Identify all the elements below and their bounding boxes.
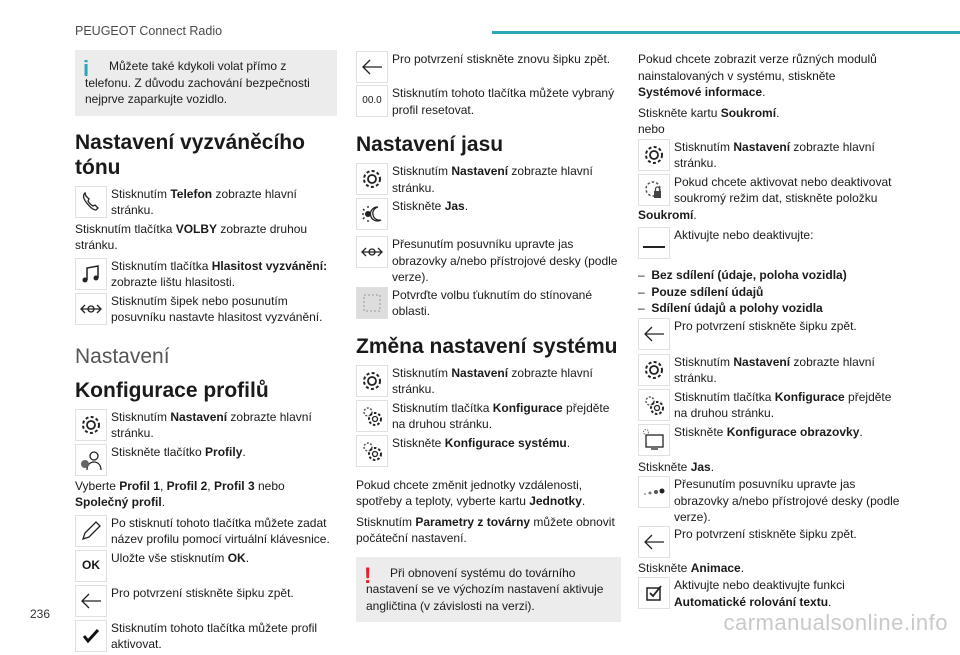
gears-icon: [356, 400, 388, 432]
back-arrow-icon: [356, 51, 388, 83]
back-arrow-icon: [638, 318, 670, 350]
warning-note: ! Při obnovení systému do továrního nastavení se ve výchozím nastavení aktivuje angličtina (v závislosti na verzi).: [356, 557, 621, 623]
brightness-icon: [356, 198, 388, 230]
profile-icon: [75, 444, 107, 476]
info-note: i Můžete také kdykoli volat přímo z telefonu. Z důvodu zachování bezpečnosti nejprve zaparkujte vozidlo.: [75, 50, 337, 116]
heading-settings: Nastavení: [75, 344, 170, 368]
pencil-icon: [75, 515, 107, 547]
reset-icon: 00.0: [356, 85, 388, 117]
header-title: PEUGEOT Connect Radio: [75, 24, 223, 38]
column-1: i Můžete také kdykoli volat přímo z telefonu. Z důvodu zachování bezpečnosti nejprve zaparkujte vozidlo. Nastavení vyzváněcího tónu Stisknutím Telefon zobrazte hlavní stránku. Stisknutím tlačítka VOLBY zobrazte druhou stránku. Stisknutím tlačítka Hlasitost vyzvánění: zobrazte lištu hlasitosti. Stisknutím šipek nebo posunutím posuvníku nastavte hlasitost vyzvánění. Nastavení Konfigurace profilů Stisknutím Nastavení zobrazte hlavní stránku. Stiskněte tlačítko Profily. Vyberte Profil 1, Profil 2, Profil 3 nebo Společný profil. Po stisknutí tohoto tlačítka můžete zadat název profilu pomocí virtuální klávesnice. OK Uložte vše stisknutím OK. Pro potvrzení stiskněte šipku zpět. Stisknutím tohoto tlačítka můžete profil aktivovat.: [75, 50, 337, 655]
shaded-area-icon: [356, 287, 388, 319]
step-row: Stisknutím Telefon zobrazte hlavní stránku.: [75, 186, 337, 219]
back-arrow-icon: [638, 526, 670, 558]
gears-icon: [638, 389, 670, 421]
screen-config-icon: [638, 424, 670, 456]
gear-icon: [356, 365, 388, 397]
heading-profiles: Konfigurace profilů: [75, 378, 269, 402]
privacy-icon: [638, 174, 670, 206]
checkmark-icon: [75, 620, 107, 652]
phone-icon: [75, 186, 107, 218]
brightness-dots-icon: [638, 476, 670, 508]
gear-icon: [638, 139, 670, 171]
column-2: Pro potvrzení stiskněte znovu šipku zpět. 00.0 Stisknutím tohoto tlačítka můžete vybraný profil resetovat. Nastavení jasu Stisknutím Nastavení zobrazte hlavní stránku. Stiskněte Jas. Přesunutím posuvníku upravte jas obrazovky a/nebo přístrojové desky (podle verze). Potvrďte volbu ťuknutím do stínované oblasti. Změna nastavení systému Stisknutím Nastavení zobrazte hlavní stránku. Stisknutím tlačítka Konfigurace přejděte na druhou stránku. Stiskněte Konfigurace systému. Pokud chcete změnit jednotky vzdálenosti, spotřeby a teploty, vyberte kartu Jednotky. Stisknutím Parametry z továrny můžete obnovit počáteční nastavení. ! Při obnovení systému do továrního nastavení se ve výchozím nastavení aktivuje angličtina (v závislosti na verzi).: [356, 50, 621, 632]
heading-system: Změna nastavení systému: [356, 334, 618, 358]
warning-icon: !: [364, 562, 372, 588]
slider-arrows-icon: [356, 236, 388, 268]
watermark: carmanualsonline.info: [723, 610, 948, 635]
slider-arrows-icon: [75, 293, 107, 325]
gears-icon: [356, 435, 388, 467]
gear-icon: [638, 354, 670, 386]
gear-icon: [75, 409, 107, 441]
toggle-bar-icon: [638, 227, 670, 259]
column-3: Pokud chcete zobrazit verze různých modulů nainstalovaných v systému, stiskněte Systémové informace. Stiskněte kartu Soukromí. nebo Stisknutím Nastavení zobrazte hlavní stránku. Pokud chcete aktivovat nebo deaktivovat soukromý režim dat, stiskněte položku Soukromí. Aktivujte nebo deaktivujte: – Bez sdílení (údaje, poloha vozidla) – Pouze sdílení údajů – Sdílení údajů a polohy vozidla Pro potvrzení stiskněte šipku zpět. Stisknutím Nastavení zobrazte hlavní stránku. Stisknutím tlačítka Konfigurace přejděte na druhou stránku. Stiskněte Konfigurace obrazovky. Stiskněte Jas. Přesunutím posuvníku upravte jas obrazovky a/nebo přístrojové desky (podle verze). Pro potvrzení stiskněte šipku zpět. Stiskněte Animace. Aktivujte nebo deaktivujte funkci Automatické rolování textu.: [638, 52, 900, 609]
info-icon: i: [83, 56, 90, 81]
page-number: 236: [30, 607, 51, 621]
privacy-options-list: – Bez sdílení (údaje, poloha vozidla) – Pouze sdílení údajů – Sdílení údajů a polohy vozidla: [638, 268, 847, 315]
back-arrow-icon: [75, 585, 107, 617]
gear-icon: [356, 163, 388, 195]
heading-brightness: Nastavení jasu: [356, 133, 504, 156]
heading-ringtone: Nastavení vyzváněcího tónu: [75, 130, 305, 179]
checkbox-icon: [638, 577, 670, 609]
ok-button-icon: OK: [75, 550, 107, 582]
music-note-icon: [75, 258, 107, 290]
header-accent-bar: [492, 31, 960, 34]
